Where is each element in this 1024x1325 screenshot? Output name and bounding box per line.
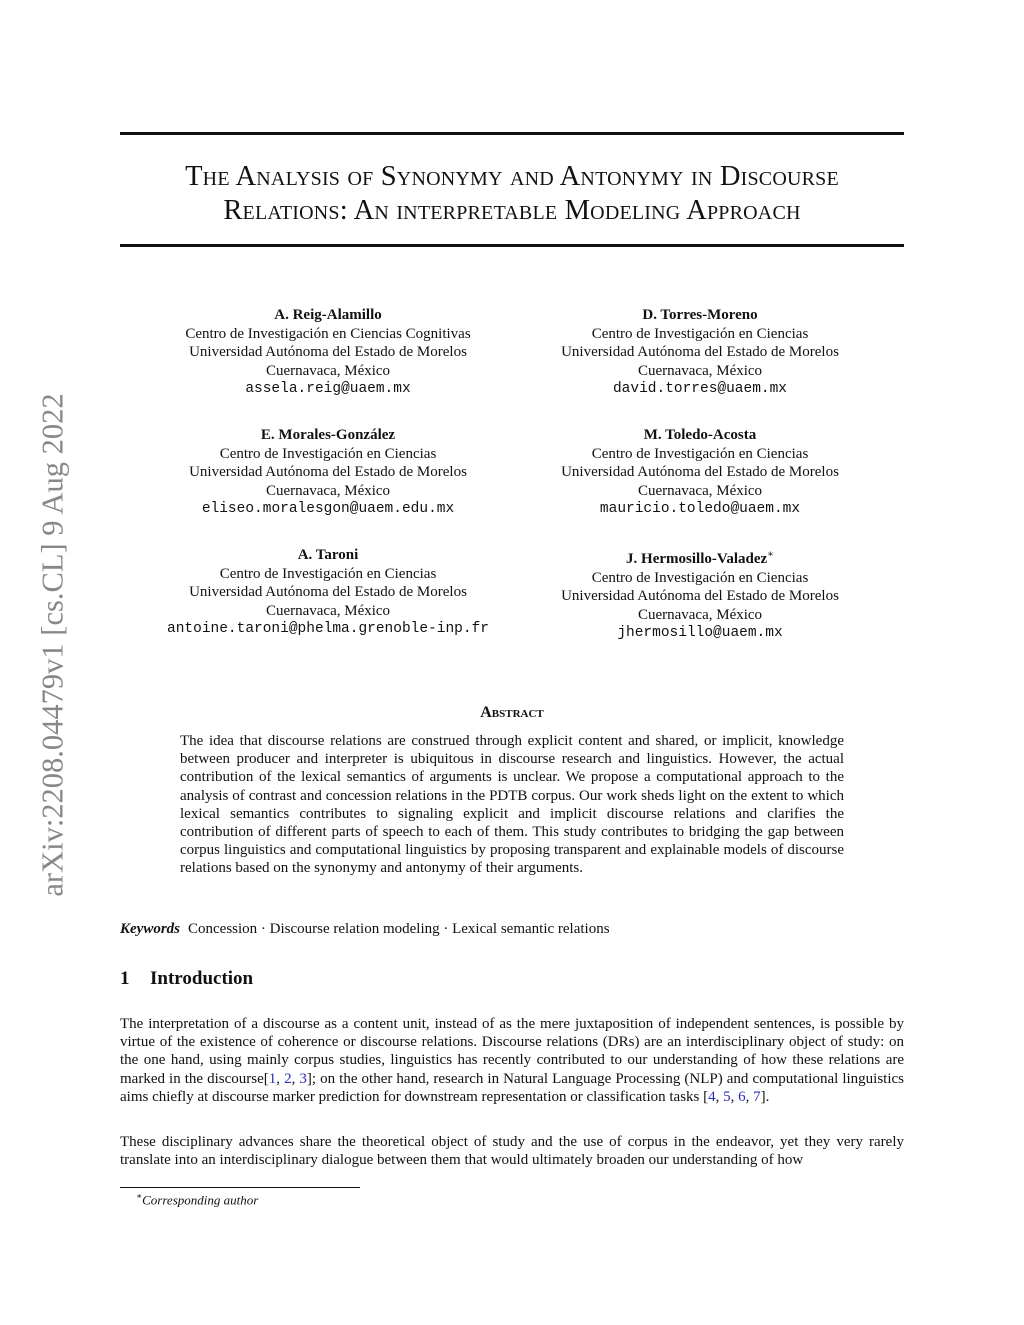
author-name: D. Torres-Moreno <box>642 307 758 323</box>
author-city: Cuernavaca, México <box>637 482 763 499</box>
citation-link[interactable]: 4 <box>708 1088 716 1105</box>
author-affiliation: Centro de Investigación en Ciencias Cognitivas <box>185 325 471 342</box>
author-email[interactable]: david.torres@uaem.mx <box>612 381 788 397</box>
paper-title <box>120 160 904 228</box>
author-email[interactable]: assela.reig@uaem.mx <box>245 381 411 397</box>
abstract-heading: Abstract <box>480 704 544 721</box>
arxiv-identifier[interactable]: arXiv:2208.04479v1 [cs.CL] 9 Aug 2022 <box>35 393 70 897</box>
author-affiliation: Centro de Investigación en Ciencias <box>591 569 809 586</box>
author-university: Universidad Autónoma del Estado de Morelos <box>189 344 467 360</box>
citation-separator: , <box>730 1088 739 1105</box>
paragraph-text: The interpretation of a discourse as a content unit, instead of as the mere juxtaposition of independent sentences, is possible by virtue of the existence of coherence or discourse relations. Discourse relations (DRs) are an interdisciplinary object of study: on the one hand, using mainly corpus studies, linguistics has recently contributed to our understanding of how these relations are marked in the discourse[ <box>120 1016 904 1087</box>
author-affiliation: Centro de Investigación en Ciencias <box>219 565 437 582</box>
author-block <box>118 426 538 519</box>
title-top-rule <box>120 132 904 135</box>
title-line-1: The Analysis of Synonymy and Antonymy in Discourse <box>185 161 839 192</box>
author-name: A. Taroni <box>297 547 359 563</box>
footnote-rule <box>120 1187 360 1188</box>
keywords-label: Keywords <box>120 921 180 937</box>
author-university: Universidad Autónoma del Estado de Morelos <box>561 464 839 480</box>
author-block <box>490 306 910 399</box>
author-block <box>118 546 538 639</box>
citation-link[interactable]: 7 <box>753 1088 761 1105</box>
author-email[interactable]: antoine.taroni@phelma.grenoble-inp.fr <box>167 621 489 637</box>
author-city: Cuernavaca, México <box>265 602 391 619</box>
author-city: Cuernavaca, México <box>265 362 391 379</box>
footnote-text: Corresponding author <box>142 1192 259 1208</box>
citation-separator: , <box>745 1088 754 1105</box>
author-city: Cuernavaca, México <box>265 482 391 499</box>
author-affiliation: Centro de Investigación en Ciencias <box>219 445 437 462</box>
author-block <box>490 546 910 643</box>
author-city: Cuernavaca, México <box>637 362 763 379</box>
section-title: Introduction <box>150 968 254 989</box>
citation-link[interactable]: 6 <box>738 1088 746 1105</box>
citation-separator: , <box>276 1070 285 1087</box>
citation-link[interactable]: 3 <box>299 1070 307 1087</box>
footnote <box>136 1191 258 1208</box>
citation-link[interactable]: 5 <box>723 1088 731 1105</box>
author-city: Cuernavaca, México <box>637 606 763 623</box>
title-line-2: Relations: An interpretable Modeling Approach <box>223 195 801 226</box>
footnote-mark: ∗ <box>136 1191 143 1201</box>
citation-link[interactable]: 2 <box>284 1070 292 1087</box>
citation-link[interactable]: 1 <box>268 1070 277 1087</box>
author-block <box>490 426 910 519</box>
paragraph-text: ]; on the other hand, research in Natural Language Processing (NLP) and computational linguistics aims chiefly at discourse marker prediction for downstream representation or classification tasks [ <box>120 1070 905 1105</box>
author-email[interactable]: mauricio.toledo@uaem.mx <box>599 501 801 517</box>
title-bottom-rule <box>120 244 904 247</box>
section-heading <box>120 968 904 990</box>
author-university: Universidad Autónoma del Estado de Morelos <box>189 464 467 480</box>
author-university: Universidad Autónoma del Estado de Morelos <box>561 588 839 604</box>
author-name: A. Reig-Alamillo <box>274 307 382 323</box>
author-name: E. Morales-González <box>260 427 396 443</box>
author-university: Universidad Autónoma del Estado de Morelos <box>189 584 467 600</box>
author-email[interactable]: eliseo.moralesgon@uaem.edu.mx <box>201 501 455 517</box>
paragraph-text: ]. <box>760 1088 770 1105</box>
introduction-paragraph-2: These disciplinary advances share the theoretical object of study and the use of corpus in the endeavor, yet they very rarely translate into an interdisciplinary dialogue between them that would ultimately broaden our understanding of how <box>120 1134 904 1169</box>
corresponding-author-mark[interactable]: ∗ <box>767 549 774 560</box>
introduction-paragraph-1 <box>120 1015 904 1106</box>
author-affiliation: Centro de Investigación en Ciencias <box>591 325 809 342</box>
abstract-text: The idea that discourse relations are construed through explicit content and shared, or implicit, knowledge between producer and interpreter is ubiquitous in discourse research and linguistics. However, the actual contribution of the lexical semantics of arguments is unclear. We propose a computational approach to the analysis of contrast and concession relations in the PDTB corpus. Our work sheds light on the extent to which lexical semantics contributes to signaling explicit and implicit discourse relations and clarifies the contribution of different parts of speech to each of them. This study contributes to bridging the gap between corpus linguistics and computational linguistics by proposing transparent and explainable models of discourse relations based on the synonymy and antonymy of their arguments. <box>180 733 844 877</box>
author-block <box>118 306 538 399</box>
keywords-text: Concession · Discourse relation modeling · Lexical semantic relations <box>188 921 610 937</box>
keywords-line <box>120 920 904 938</box>
author-affiliation: Centro de Investigación en Ciencias <box>591 445 809 462</box>
section-number: 1 <box>120 968 130 989</box>
citation-separator: , <box>291 1070 300 1087</box>
author-email[interactable]: jhermosillo@uaem.mx <box>617 625 783 641</box>
citation-separator: , <box>715 1088 724 1105</box>
author-university: Universidad Autónoma del Estado de Morelos <box>561 344 839 360</box>
author-name-row <box>490 546 910 569</box>
author-name: M. Toledo-Acosta <box>643 427 757 443</box>
author-name: J. Hermosillo-Valadez <box>626 551 768 567</box>
